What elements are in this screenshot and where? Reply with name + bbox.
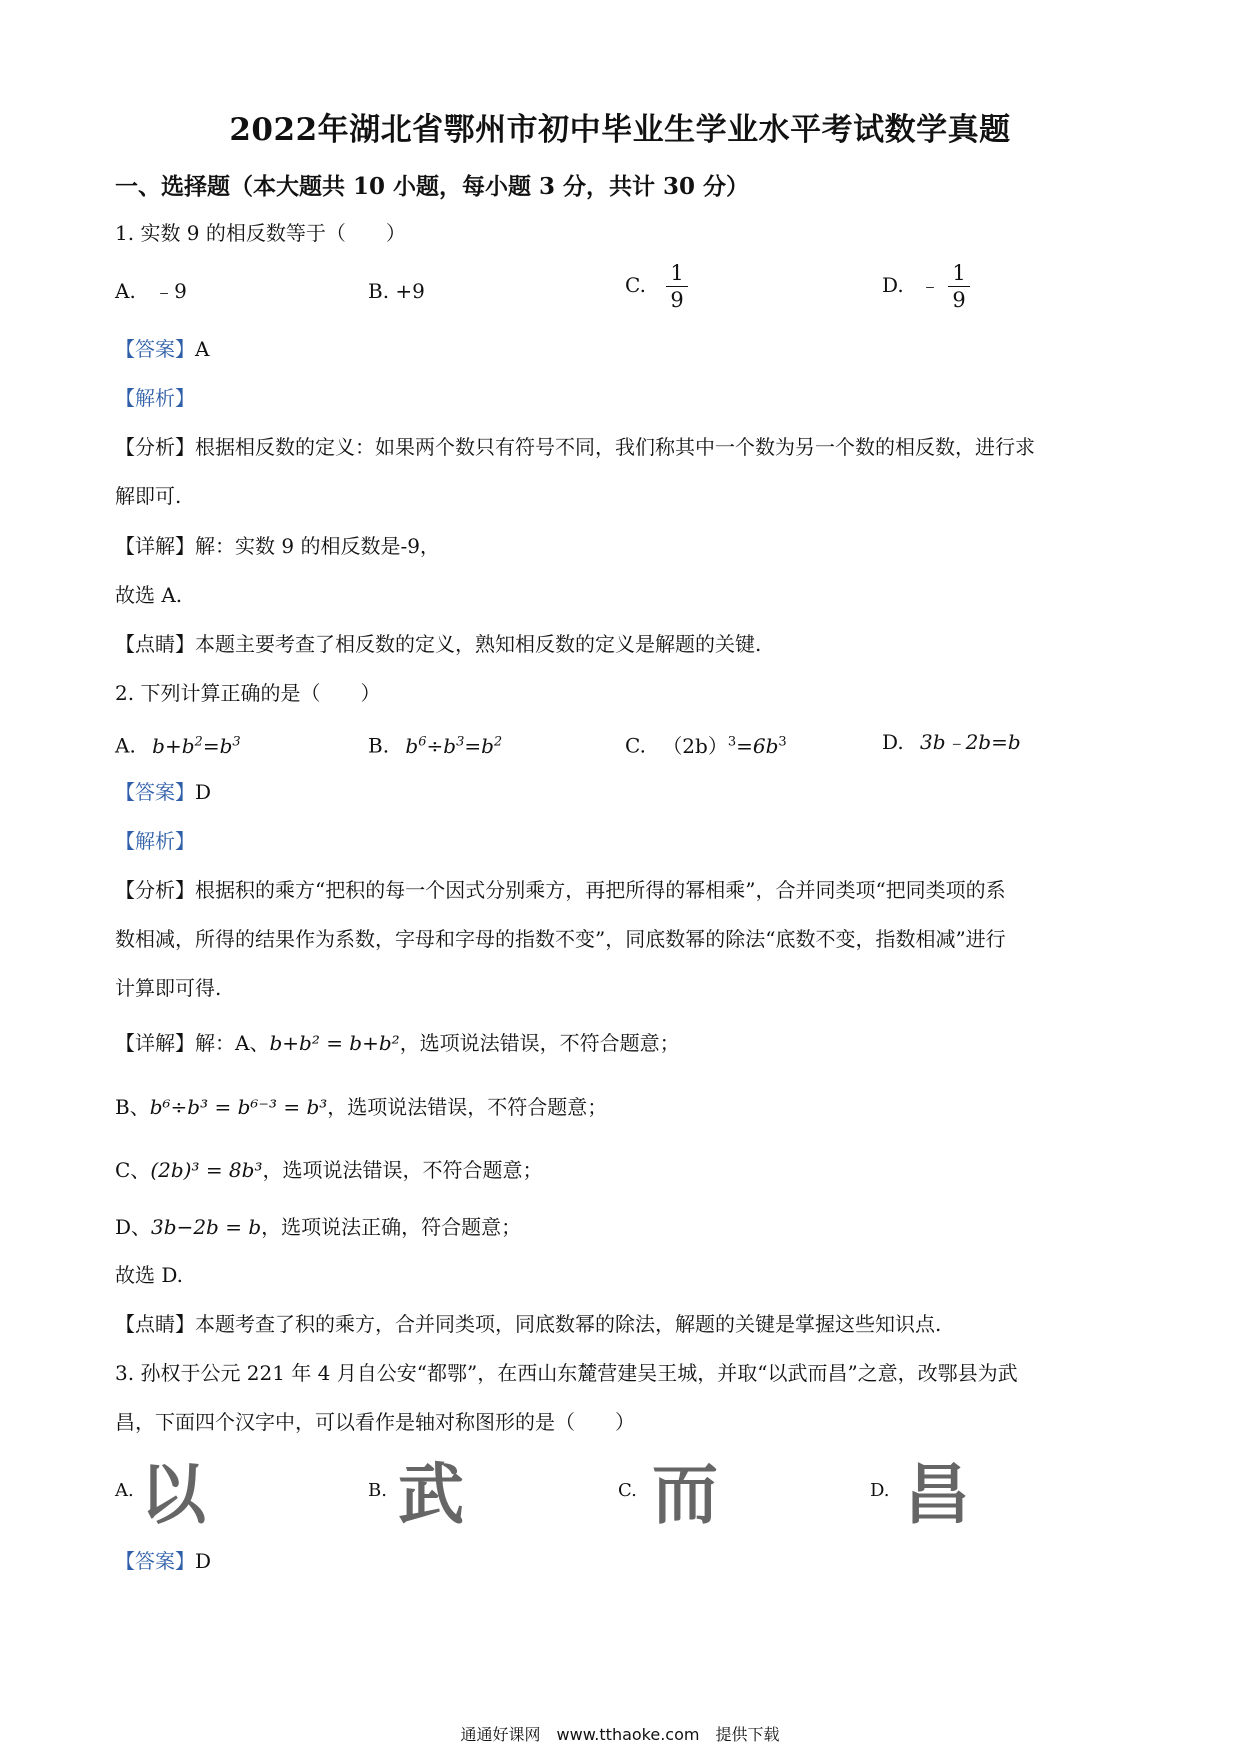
xiangjie-tag: 【详解】: [115, 534, 195, 558]
q2-option-a: [115, 727, 241, 761]
fraction-denominator: 9: [952, 288, 966, 312]
q1-fenxi-line-2: 解即可.: [115, 484, 182, 508]
fraction-numerator: 1: [666, 260, 687, 287]
section-heading: 一、选择题（本大题共 10 小题，每小题 3 分，共计 30 分）: [115, 173, 750, 200]
q2-fenxi-line-3: 计算即可得.: [115, 976, 222, 1000]
xiangjie-comment: ，选项说法正确，符合题意；: [261, 1215, 522, 1239]
q3-option-b-character: 武: [398, 1456, 464, 1533]
q2-xiangjie-b: [115, 1092, 607, 1122]
option-label: D.: [882, 730, 904, 754]
q1-option-c: [625, 260, 688, 313]
option-label: A.: [115, 733, 136, 758]
fenxi-tag: 【分析】: [115, 878, 195, 902]
math-expression: 3b−2b = b: [151, 1215, 262, 1239]
q1-stem: 1. 实数 9 的相反数等于（ ）: [115, 221, 406, 245]
fenxi-tag: 【分析】: [115, 435, 195, 459]
q2-option-c: [625, 727, 787, 761]
fenxi-text: 根据相反数的定义：如果两个数只有符号不同，我们称其中一个数为另一个数的相反数，进行求: [195, 435, 1035, 459]
q3-option-c-character: 而: [652, 1456, 718, 1533]
math-expression: b+b² = b+b²: [269, 1031, 400, 1055]
q2-xiangjie-d: [115, 1212, 521, 1242]
answer-tag: 【答案】: [115, 780, 195, 804]
q2-option-b: [368, 727, 502, 761]
q3-option-d-character: 昌: [904, 1456, 970, 1533]
q3-option-d-label: D.: [870, 1480, 890, 1501]
answer-tag: 【答案】: [115, 337, 195, 361]
xiangjie-comment: ，选项说法错误，不符合题意；: [399, 1031, 680, 1055]
xiangjie-prefix: 解：A、: [195, 1031, 270, 1055]
option-label: C.: [625, 733, 646, 758]
option-value: ﹣9: [154, 279, 187, 303]
fraction-denominator: 9: [670, 288, 684, 312]
q2-fenxi-line-2: 数相减，所得的结果作为系数，字母和字母的指数不变”，同底数幂的除法“底数不变，指数相减”进行: [115, 927, 1006, 951]
xiangjie-comment: ，选项说法错误，不符合题意；: [327, 1095, 608, 1119]
xiangjie-prefix: C、: [115, 1158, 151, 1182]
xiangjie-tag: 【详解】: [115, 1031, 195, 1055]
q2-option-d: [882, 727, 1021, 757]
option-label: A.: [115, 279, 136, 303]
q3-option-c-label: C.: [618, 1480, 637, 1501]
page-title: 2022年湖北省鄂州市初中毕业生学业水平考试数学真题: [229, 112, 1011, 148]
option-value: [405, 734, 502, 758]
math-part: =b: [464, 733, 494, 758]
exponent: 3: [456, 734, 465, 749]
xiangjie-comment: ，选项说法错误，不符合题意；: [262, 1158, 543, 1182]
exponent: 2: [493, 734, 503, 749]
q2-dianjing: [115, 1309, 941, 1339]
q3-option-b-label: B.: [368, 1480, 387, 1501]
dianjing-text: 本题主要考查了相反数的定义，熟知相反数的定义是解题的关键.: [195, 632, 762, 656]
dianjing-text: 本题考查了积的乘方，合并同类项，同底数幂的除法，解题的关键是掌握这些知识点.: [195, 1312, 942, 1336]
q1-conclusion: 故选 A.: [115, 583, 183, 607]
q2-conclusion: 故选 D.: [115, 1263, 184, 1287]
option-label: C.: [625, 273, 646, 297]
q1-answer: [115, 334, 209, 364]
math-part: ÷b: [426, 733, 457, 758]
math-part: =b: [202, 733, 233, 758]
analysis-tag: 【解析】: [115, 386, 195, 410]
q1-fenxi-line-1: [115, 432, 1035, 462]
math-part: b+b: [152, 733, 195, 758]
xiangjie-text: 解：实数 9 的相反数是-9，: [195, 534, 440, 558]
q1-option-b: [368, 276, 425, 306]
answer-tag: 【答案】: [115, 1549, 195, 1573]
math-part: =6b: [736, 733, 779, 758]
q1-xiangjie: [115, 531, 440, 561]
q1-option-a: [115, 276, 187, 306]
q1-analysis-tag: [115, 383, 195, 413]
fenxi-text: 根据积的乘方“把积的每一个因式分别乘方，再把所得的幂相乘”，合并同类项“把同类项的系: [195, 878, 1006, 902]
math-expression: b⁶÷b³ = b⁶⁻³ = b³: [149, 1095, 328, 1119]
fraction-numerator: 1: [948, 260, 969, 287]
math-part: b: [405, 733, 419, 758]
footer-source-note: 通通好课网 www.tthaoke.com 提供下载: [460, 1725, 780, 1744]
option-value: [662, 734, 786, 758]
option-label: B.: [368, 279, 390, 303]
option-label: B.: [368, 733, 390, 758]
xiangjie-prefix: D、: [115, 1215, 152, 1239]
q3-answer: [115, 1546, 211, 1576]
q2-xiangjie-a: [115, 1028, 680, 1058]
option-value: +9: [395, 279, 425, 303]
q1-option-d: [882, 260, 970, 313]
option-label: D.: [882, 273, 904, 297]
answer-value: D: [195, 1549, 212, 1573]
q2-answer: [115, 777, 211, 807]
dianjing-tag: 【点睛】: [115, 632, 195, 656]
option-value: [152, 734, 241, 758]
q2-stem: 2. 下列计算正确的是（ ）: [115, 681, 381, 705]
exponent: 6: [418, 734, 427, 749]
exponent: 3: [232, 734, 241, 749]
q3-stem-line-2: 昌，下面四个汉字中，可以看作是轴对称图形的是（ ）: [115, 1410, 635, 1434]
option-value: 3b﹣2b=b: [920, 730, 1021, 754]
fraction: [948, 260, 969, 313]
exponent: 2: [194, 734, 203, 749]
q2-analysis-tag: [115, 826, 195, 856]
q1-dianjing: [115, 629, 761, 659]
math-part: （2b）: [662, 733, 728, 758]
dianjing-tag: 【点睛】: [115, 1312, 195, 1336]
q3-option-a-character: 以: [140, 1456, 206, 1533]
q2-fenxi-line-1: [115, 875, 1006, 905]
option-sign: ﹣: [920, 273, 941, 297]
analysis-tag: 【解析】: [115, 829, 195, 853]
exponent: 3: [727, 734, 737, 749]
q3-stem-line-1: 3. 孙权于公元 221 年 4 月自公安“都鄂”，在西山东麓营建吴王城，并取“以武而昌”之意，改鄂县为武: [115, 1361, 1018, 1385]
q2-xiangjie-c: [115, 1155, 542, 1185]
math-expression: (2b)³ = 8b³: [150, 1158, 263, 1182]
exponent: 3: [778, 734, 787, 749]
answer-value: D: [195, 780, 212, 804]
fraction: [666, 260, 687, 313]
xiangjie-prefix: B、: [115, 1095, 150, 1119]
q3-option-a-label: A.: [115, 1480, 134, 1501]
answer-value: A: [195, 337, 210, 361]
